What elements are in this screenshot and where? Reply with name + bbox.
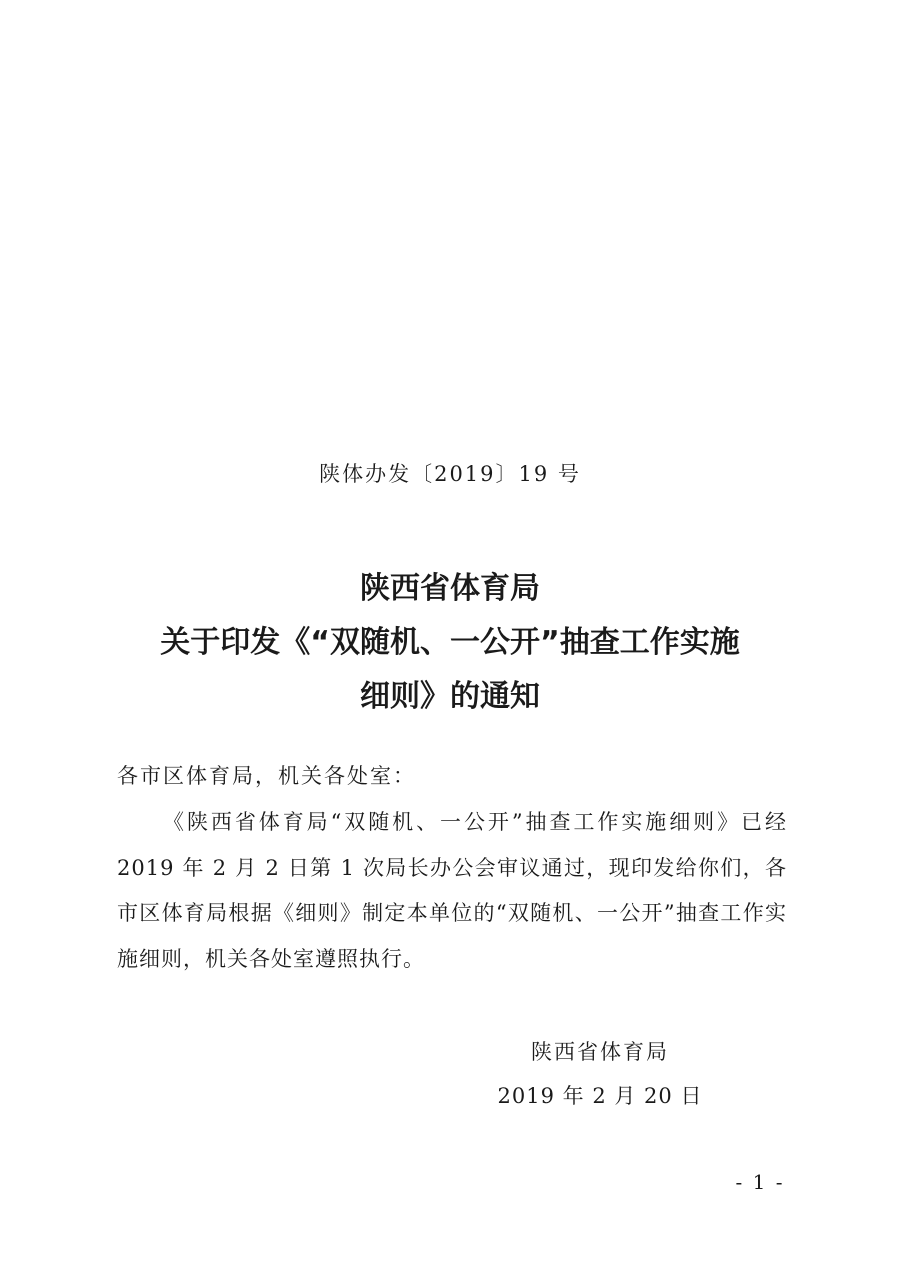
issuing-authority-signature: 陕西省体育局 (531, 1040, 669, 1064)
issue-date: 2019 年 2 月 20 日 (497, 1084, 703, 1108)
title-line-1: 陕西省体育局 (360, 571, 540, 606)
page-number: - 1 - (735, 1170, 785, 1194)
title-line-2: 关于印发《“双随机、一公开”抽查工作实施 (160, 625, 740, 660)
document-number: 陕体办发〔2019〕19 号 (319, 462, 581, 486)
body-paragraph: 《陕西省体育局“双随机、一公开”抽查工作实施细则》已经 2019 年 2 月 2 日第 1 次局长办公会审议通过，现印发给你们，各市区体育局根据《细则》制定本单位的“双随机、一公开”抽查工作实施细则，机关各处室遵照执行。 (117, 810, 787, 971)
document-title (100, 562, 800, 724)
title-line-3: 细则》的通知 (360, 679, 540, 714)
salutation: 各市区体育局，机关各处室： (117, 764, 416, 788)
